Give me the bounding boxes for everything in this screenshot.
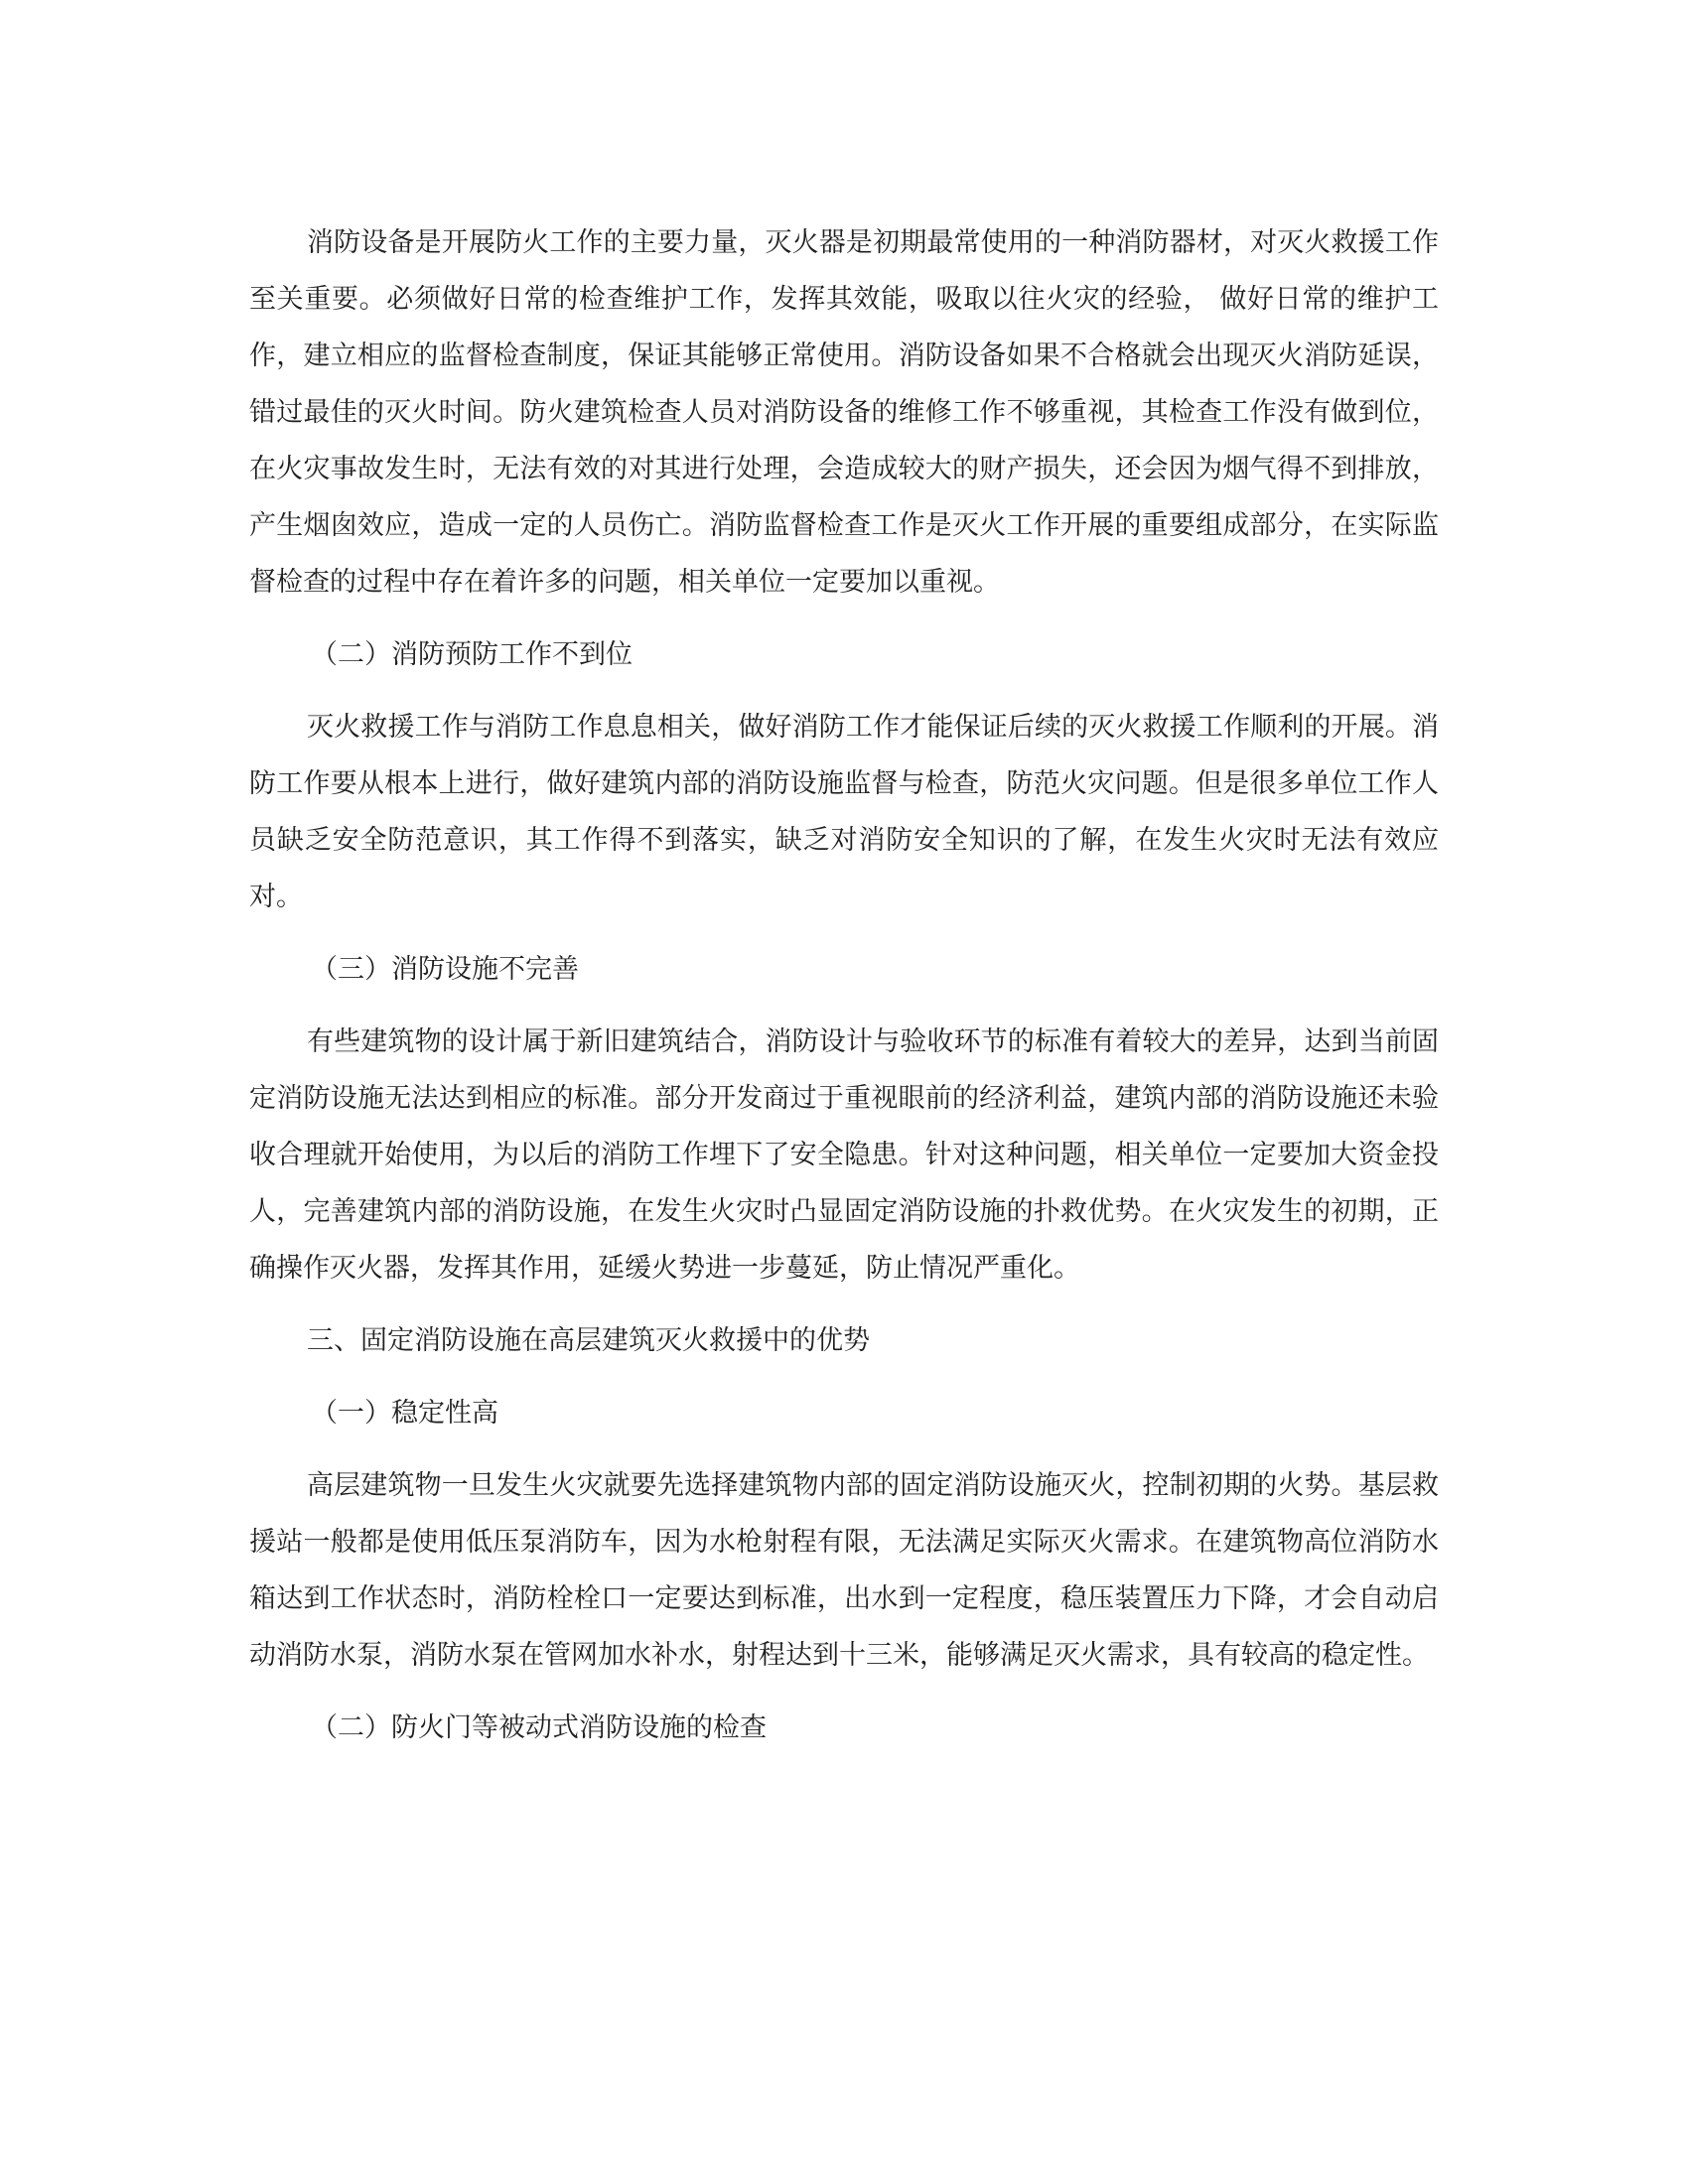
spacer bbox=[249, 1684, 1439, 1700]
spacer bbox=[249, 998, 1439, 1014]
subheading-prevention-lacking: （二）消防预防工作不到位 bbox=[311, 639, 633, 670]
paragraph-prevention: 灭火救援工作与消防工作息息相关，做好消防工作才能保证后续的灭火救援工作顺利的开展。消防工作要从根本上进行，做好建筑内部的消防设施监督与检查，防范火灾问题。但是很多单位工作人员缺乏安全防范意识，其工作得不到落实，缺乏对消防安全知识的了解，在发生火灾时无法有效应对。 bbox=[249, 712, 1439, 912]
paragraph-facilities: 有些建筑物的设计属于新旧建筑结合，消防设计与验收环节的标准有着较大的差异，达到当前固定消防设施无法达到相应的标准。部分开发商过于重视眼前的经济利益，建筑内部的消防设施还未验收合理就开始使用，为以后的消防工作埋下了安全隐患。针对这种问题，相关单位一定要加大资金投人，完善建筑内部的消防设施，在发生火灾时凸显固定消防设施的扑救优势。在火灾发生的初期，正确操作灭火器，发挥其作用，延缓火势进一步蔓延，防止情况严重化。 bbox=[249, 1026, 1439, 1284]
spacer bbox=[249, 683, 1439, 699]
subheading-fire-door-inspection: （二）防火门等被动式消防设施的检查 bbox=[311, 1712, 767, 1743]
spacer bbox=[249, 925, 1439, 941]
section-heading-advantages: 三、固定消防设施在高层建筑灭火救援中的优势 bbox=[307, 1325, 870, 1356]
spacer bbox=[249, 611, 1439, 626]
spacer bbox=[249, 1441, 1439, 1457]
spacer bbox=[249, 1297, 1439, 1312]
subheading-facilities-incomplete: （三）消防设施不完善 bbox=[311, 954, 579, 985]
paragraph-fire-equipment: 消防设备是开展防火工作的主要力量，灭火器是初期最常使用的一种消防器材，对灭火救援工作至关重要。必须做好日常的检查维护工作，发挥其效能，吸取以往火灾的经验， 做好日常的维护工作，建立相应的监督检查制度，保证其能够正常使用。消防设备如果不合格就会出现灭火消防延误，错过最佳的灭火时间。防火建筑检查人员对消防设备的维修工作不够重视，其检查工作没有做到位，在火灾事故发生时，无法有效的对其进行处理，会造成较大的财产损失，还会因为烟气得不到排放，产生烟囱效应，造成一定的人员伤亡。消防监督检查工作是灭火工作开展的重要组成部分，在实际监督检查的过程中存在着许多的问题，相关单位一定要加以重视。 bbox=[249, 227, 1439, 598]
paragraph-stability: 高层建筑物一旦发生火灾就要先选择建筑物内部的固定消防设施灭火，控制初期的火势。基层救援站一般都是使用低压泵消防车，因为水枪射程有限，无法满足实际灭火需求。在建筑物高位消防水箱达到工作状态时，消防栓栓口一定要达到标准，出水到一定程度，稳压装置压力下降，才会自动启动消防水泵，消防水泵在管网加水补水，射程达到十三米，能够满足灭火需求，具有较高的稳定性。 bbox=[249, 1470, 1439, 1671]
subheading-stability: （一）稳定性高 bbox=[311, 1398, 498, 1429]
document-body bbox=[249, 214, 1439, 1756]
spacer bbox=[249, 1369, 1439, 1385]
